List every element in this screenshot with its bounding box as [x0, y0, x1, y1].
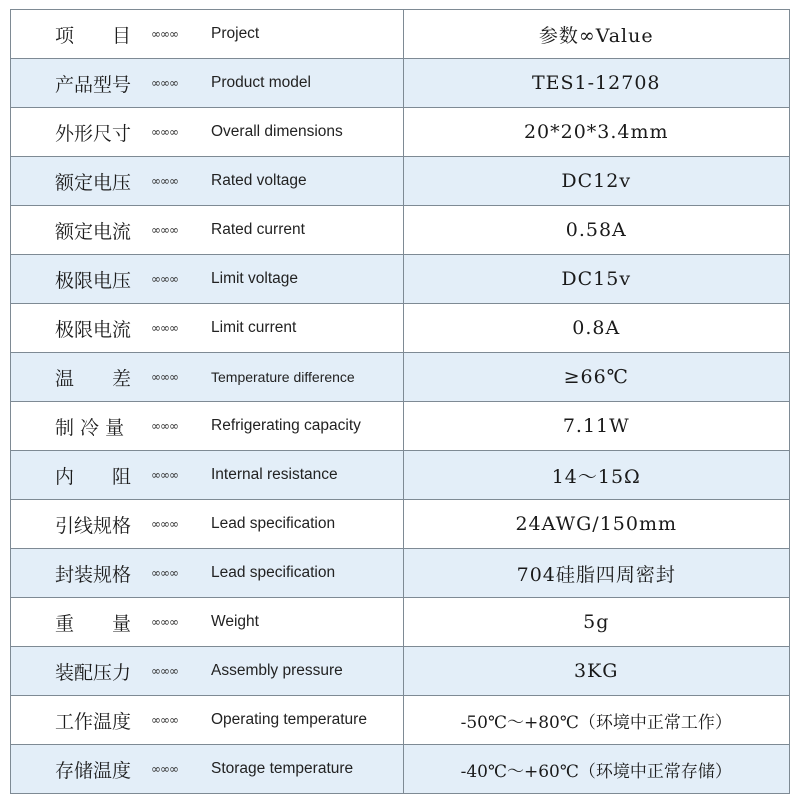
param-value: 14～15Ω	[403, 451, 790, 500]
param-en-label: Lead specification	[211, 564, 336, 581]
param-en-label: Temperature difference	[211, 369, 355, 385]
param-cell	[11, 745, 404, 794]
param-cn-label: 重 量	[55, 612, 132, 635]
separator-glyph: ∞∞∞	[151, 468, 178, 482]
table-row	[11, 647, 790, 696]
param-cell	[11, 206, 404, 255]
param-cn-label: 额定电压	[55, 171, 132, 194]
param-cn-label: 产品型号	[55, 73, 132, 96]
param-value: 7.11W	[403, 402, 790, 451]
param-en-label: Rated current	[211, 221, 305, 238]
param-en-label: Rated voltage	[211, 172, 307, 189]
param-value: TES1-12708	[403, 59, 790, 108]
separator-glyph: ∞∞∞	[151, 27, 178, 41]
table-row	[11, 255, 790, 304]
param-cell	[11, 549, 404, 598]
separator-glyph: ∞∞∞	[151, 419, 178, 433]
table-header-row	[11, 10, 790, 59]
spec-table	[10, 9, 790, 794]
separator-glyph: ∞∞∞	[151, 272, 178, 286]
table-row	[11, 745, 790, 794]
table-row	[11, 549, 790, 598]
param-en-label: Internal resistance	[211, 466, 338, 483]
param-cell	[11, 451, 404, 500]
separator-glyph: ∞∞∞	[151, 174, 178, 188]
header-value-label: 参数∞Value	[403, 10, 790, 59]
separator-glyph: ∞∞∞	[151, 125, 178, 139]
table-row	[11, 59, 790, 108]
param-value: DC15v	[403, 255, 790, 304]
param-en-label: Storage temperature	[211, 760, 354, 777]
param-cell	[11, 304, 404, 353]
param-value: 3KG	[403, 647, 790, 696]
param-value: ≥66℃	[403, 353, 790, 402]
param-cell	[11, 696, 404, 745]
param-value: 20*20*3.4mm	[403, 108, 790, 157]
param-cn-label: 外形尺寸	[55, 122, 132, 145]
param-cell	[11, 647, 404, 696]
param-en-label: Weight	[211, 613, 259, 630]
table-row	[11, 304, 790, 353]
param-value: 704硅脂四周密封	[403, 549, 790, 598]
param-en-label: Operating temperature	[211, 711, 367, 728]
table-row	[11, 402, 790, 451]
param-value: -50℃～+80℃（环境中正常工作）	[403, 696, 790, 745]
param-value: DC12v	[403, 157, 790, 206]
table-row	[11, 500, 790, 549]
separator-glyph: ∞∞∞	[151, 517, 178, 531]
param-cn-label: 温 差	[55, 367, 132, 390]
separator-glyph: ∞∞∞	[151, 223, 178, 237]
param-cn-label: 内 阻	[55, 465, 132, 488]
separator-glyph: ∞∞∞	[151, 566, 178, 580]
separator-glyph: ∞∞∞	[151, 615, 178, 629]
param-value: -40℃～+60℃（环境中正常存储）	[403, 745, 790, 794]
param-cell	[11, 402, 404, 451]
header-en-label: Project	[211, 25, 260, 42]
table-row	[11, 451, 790, 500]
param-cell	[11, 353, 404, 402]
separator-glyph: ∞∞∞	[151, 664, 178, 678]
separator-glyph: ∞∞∞	[151, 370, 178, 384]
separator-glyph: ∞∞∞	[151, 76, 178, 90]
param-en-label: Limit current	[211, 319, 297, 336]
param-en-label: Refrigerating capacity	[211, 417, 361, 434]
param-cell	[11, 108, 404, 157]
param-value: 0.8A	[403, 304, 790, 353]
separator-glyph: ∞∞∞	[151, 321, 178, 335]
separator-glyph: ∞∞∞	[151, 762, 178, 776]
param-en-label: Assembly pressure	[211, 662, 343, 679]
header-project-cell	[11, 10, 404, 59]
param-en-label: Overall dimensions	[211, 123, 343, 140]
param-value: 5g	[403, 598, 790, 647]
param-cell	[11, 500, 404, 549]
param-cn-label: 存储温度	[55, 759, 132, 782]
param-cn-label: 极限电压	[55, 269, 132, 292]
param-value: 0.58A	[403, 206, 790, 255]
header-cn-label: 项 目	[55, 24, 132, 47]
param-value: 24AWG/150mm	[403, 500, 790, 549]
table-row	[11, 353, 790, 402]
table-row	[11, 206, 790, 255]
param-cell	[11, 157, 404, 206]
param-cn-label: 工作温度	[55, 710, 132, 733]
param-cn-label: 封装规格	[55, 563, 132, 586]
param-en-label: Lead specification	[211, 515, 336, 532]
separator-glyph: ∞∞∞	[151, 713, 178, 727]
param-cn-label: 装配压力	[55, 661, 132, 684]
param-cell	[11, 59, 404, 108]
param-cn-label: 极限电流	[55, 318, 132, 341]
param-cn-label: 额定电流	[55, 220, 132, 243]
param-en-label: Limit voltage	[211, 270, 299, 287]
param-cn-label: 制 冷 量	[55, 416, 125, 439]
param-en-label: Product model	[211, 74, 311, 91]
param-cell	[11, 255, 404, 304]
table-row	[11, 598, 790, 647]
table-row	[11, 696, 790, 745]
table-row	[11, 108, 790, 157]
param-cn-label: 引线规格	[55, 514, 132, 537]
param-cell	[11, 598, 404, 647]
table-row	[11, 157, 790, 206]
